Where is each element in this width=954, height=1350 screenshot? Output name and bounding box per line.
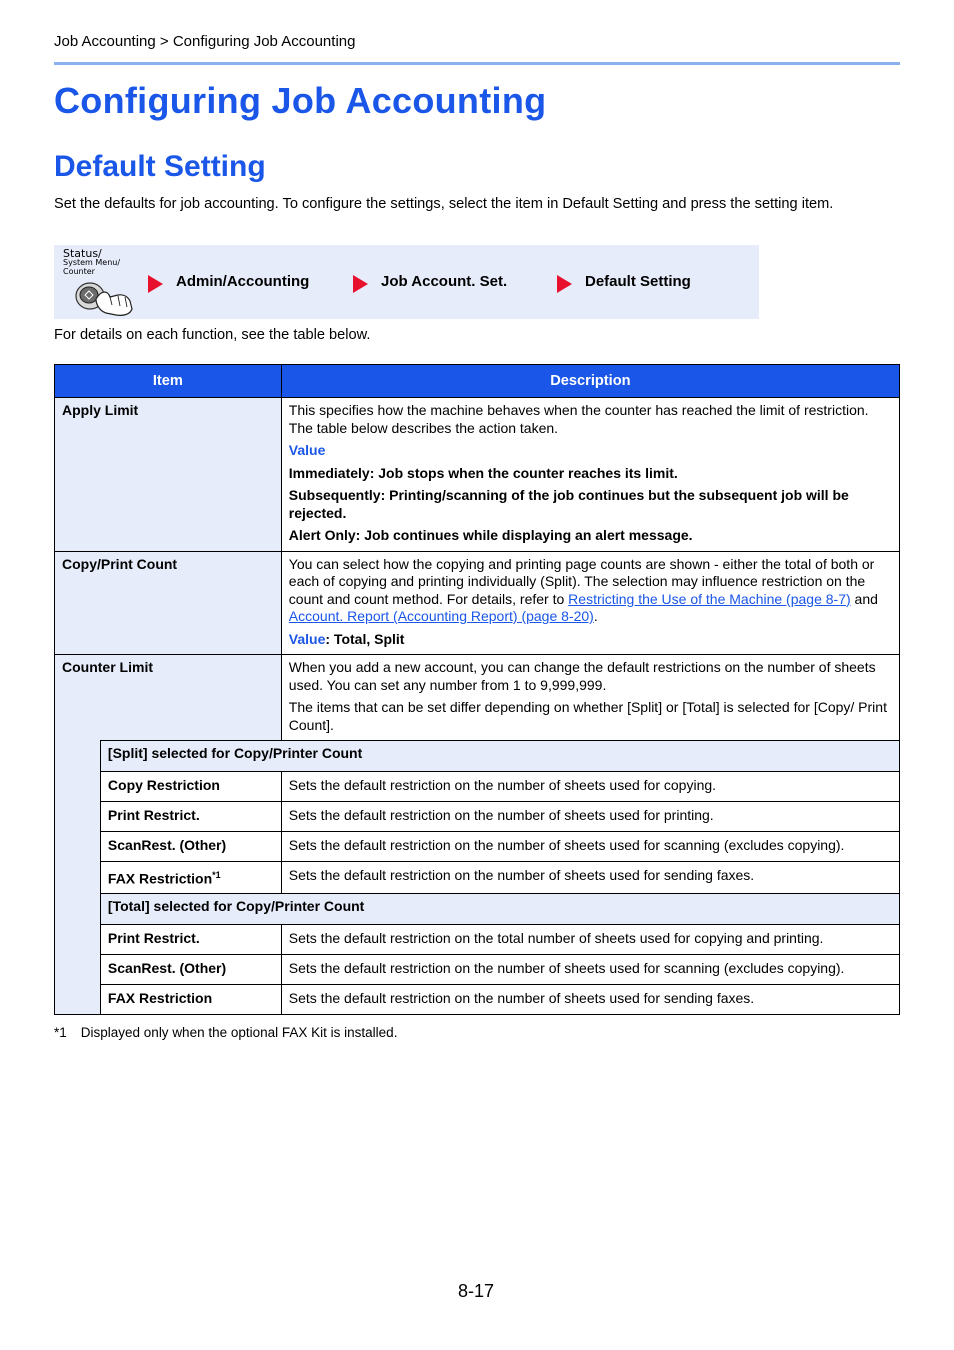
table-row: Print Restrict. Sets the default restriction on the number of sheets used for printing.	[55, 802, 900, 832]
intro-text: Set the defaults for job accounting. To configure the settings, select the item in Default Setting and press the setting item.	[54, 196, 834, 212]
navigation-path-box	[54, 245, 759, 319]
table-row	[55, 551, 900, 655]
breadcrumb: Job Accounting > Configuring Job Accounting	[54, 33, 356, 50]
row-desc-apply-limit: This specifies how the machine behaves when the counter has reached the limit of restriction. The table below describes the action taken. Value Immediately: Job stops when the counter reaches its limit. Subsequently: Printing/scanning of the job continues but the subsequent job will be rejected. Alert Only: Job continues while displaying an alert message.	[281, 398, 899, 552]
row-item-copy-print-count: Copy/Print Count	[55, 551, 282, 655]
column-header-item: Item	[55, 365, 282, 398]
table-row: ScanRest. (Other) Sets the default restriction on the number of sheets used for scanning (excludes copying).	[55, 955, 900, 985]
column-header-description: Description	[281, 365, 899, 398]
table-row	[55, 398, 900, 552]
page-number: 8-17	[458, 1281, 495, 1301]
step-default-setting: Default Setting	[557, 269, 691, 293]
key-label: Status/ System Menu/ Counter	[63, 247, 121, 276]
link-restricting-use[interactable]: Restricting the Use of the Machine (page 8-7)	[568, 590, 851, 607]
table-row: Print Restrict. Sets the default restriction on the total number of sheets used for copying and printing.	[55, 925, 900, 955]
table-row: ScanRest. (Other) Sets the default restriction on the number of sheets used for scanning (excludes copying).	[55, 832, 900, 862]
subtable-header-row	[55, 894, 900, 925]
table-row: FAX Restriction Sets the default restriction on the number of sheets used for sending faxes.	[55, 985, 900, 1015]
table-header-row	[55, 365, 900, 398]
footnote-ref: *1	[212, 870, 221, 880]
subtable-header-row	[55, 741, 900, 772]
page-title: Configuring Job Accounting	[54, 80, 547, 121]
section-title: Default Setting	[54, 150, 266, 183]
row-desc-copy-print-count: You can select how the copying and printing page counts are shown - either the total of both or each of copying and printing individually (Split). The selection may influence restriction on the count and count method. For details, refer to Restricting the Use of the Machine (page 8-7) and Account. Report (Accounting Report) (page 8-20). Value: Total, Split	[281, 551, 899, 655]
step-job-account-set: Job Account. Set.	[353, 269, 507, 293]
step-admin-accounting: Admin/Accounting	[148, 269, 309, 293]
table-row	[55, 655, 900, 741]
arrow-right-icon	[353, 275, 368, 293]
table-row: FAX Restriction$^{*1}$ Sets the default restriction on the number of sheets used for sending faxes.	[55, 862, 900, 894]
indent-spacer	[55, 741, 101, 1015]
details-text: For details on each function, see the table below.	[54, 327, 371, 343]
settings-table	[54, 364, 900, 1015]
hand-press-key-icon	[72, 275, 136, 317]
header-rule	[54, 62, 900, 65]
table-row: Copy Restriction Sets the default restriction on the number of sheets used for copying.	[55, 772, 900, 802]
total-header: [Total] selected for Copy/Printer Count	[100, 894, 899, 925]
link-account-report[interactable]: Account. Report (Accounting Report) (page 8-20)	[288, 608, 594, 624]
row-item-apply-limit: Apply Limit	[55, 398, 282, 552]
row-item-counter-limit: Counter Limit	[55, 655, 282, 741]
footnote: *1 Displayed only when the optional FAX Kit is installed.	[54, 1025, 398, 1040]
arrow-right-icon	[557, 275, 572, 293]
arrow-right-icon	[148, 275, 163, 293]
row-desc-counter-limit: When you add a new account, you can change the default restrictions on the number of sheets used. You can set any number from 1 to 9,999,999. The items that can be set differ depending on whether [Split] or [Total] is selected for [Copy/ Print Count].	[281, 655, 899, 741]
split-header: [Split] selected for Copy/Printer Count	[100, 741, 899, 772]
